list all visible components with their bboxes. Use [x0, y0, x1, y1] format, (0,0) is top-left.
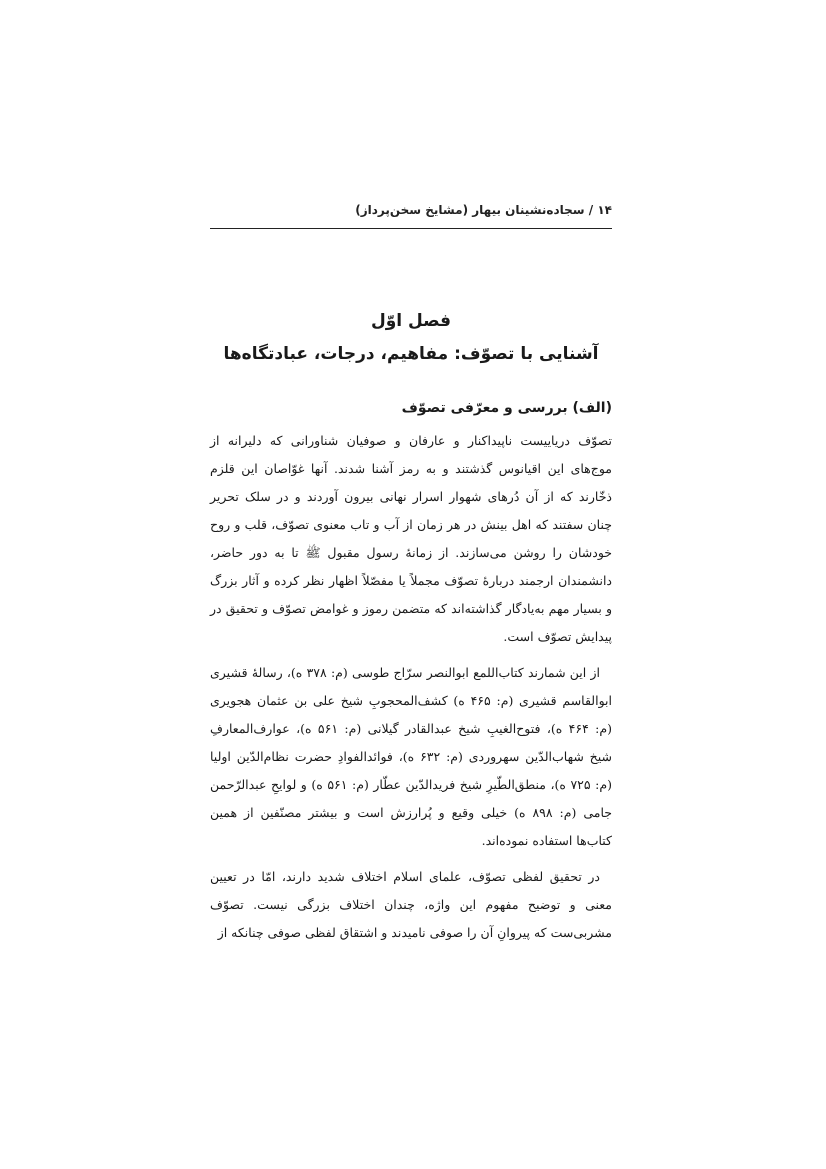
- header-divider: [210, 228, 612, 229]
- section-heading: (الف) بررسی و معرّفی تصوّف: [401, 400, 612, 416]
- paragraph: در تحقیق لفظی تصوّف، علمای اسلام اختلاف شدید دارند، امّا در تعیین معنی و توضیح مفهوم این واژه، چندان اختلاف بزرگی نیست. تصوّف مشربی‌ست که پیروانِ آن را صوفی نامیدند و اشتقاق لفظی صوفی چنانکه از: [210, 869, 612, 940]
- paragraph: تصوّف دریاییست ناپیداکنار و عارفان و صوفیان شناورانی که دلیرانه از موج‌های این اقیانوس گذشتند و به رمز آشنا شدند. آنها غوّاصان این قلزم ذخّارند که از آن دُرهای شهوار اسرار نهانی بیرون آوردند و در سلک تحریر چنان سفتند که اهل بینش در هر زمان از آب و تاب معنوی تصوّف، قلب و روح خودشان را روشن می‌سازند. از زمانهٔ رسول مقبول ﷺ تا به دور حاضر، دانشمندان ارجمند دربارهٔ تصوّف مجملاً یا مفصّلاً اظهار نظر کرده و آثار بزرگ و بسیار مهم به‌یادگار گذاشته‌اند که متضمن رموز و غوامض تصوّف و تحقیق در پیدایش تصوّف است.: [210, 433, 612, 644]
- paragraph: از این شمارند کتاب‌اللمع ابوالنصر سرّاج طوسی (م: ۳۷۸ ه)، رسالهٔ قشیری ابوالقاسم قشیری (م: ۴۶۵ ه) کشف‌المحجوبِ شیخ علی بن عثمان هجویری (م: ۴۶۴ ه)، فتوح‌الغیبِ شیخ عبدالقادر گیلانی (م: ۵۶۱ ه)، عوارف‌المعارفِ شیخ شهاب‌الدّین سهروردی (م: ۶۳۲ ه)، فوائدالفوادِ حضرت نظام‌الدّین اولیا (م: ۷۲۵ ه)، منطق‌الطّیرِ شیخ فریدالدّین عطّار (م: ۵۶۱ ه) و لوایحِ عبدالرّحمن جامی (م: ۸۹۸ ه) خیلی وقیع و پُرارزش است و بیشتر مصنّفین از همین کتاب‌ها استفاده نموده‌اند.: [210, 665, 612, 848]
- body-text: [210, 427, 612, 955]
- chapter-subtitle: آشنایی با تصوّف: مفاهیم، درجات، عبادتگاه‌ها: [223, 344, 599, 364]
- chapter-title: فصل اوّل: [370, 311, 452, 331]
- running-header: ۱۴ / سجاده‌نشینان بیهار (مشایخ سخن‌پرداز): [355, 203, 612, 217]
